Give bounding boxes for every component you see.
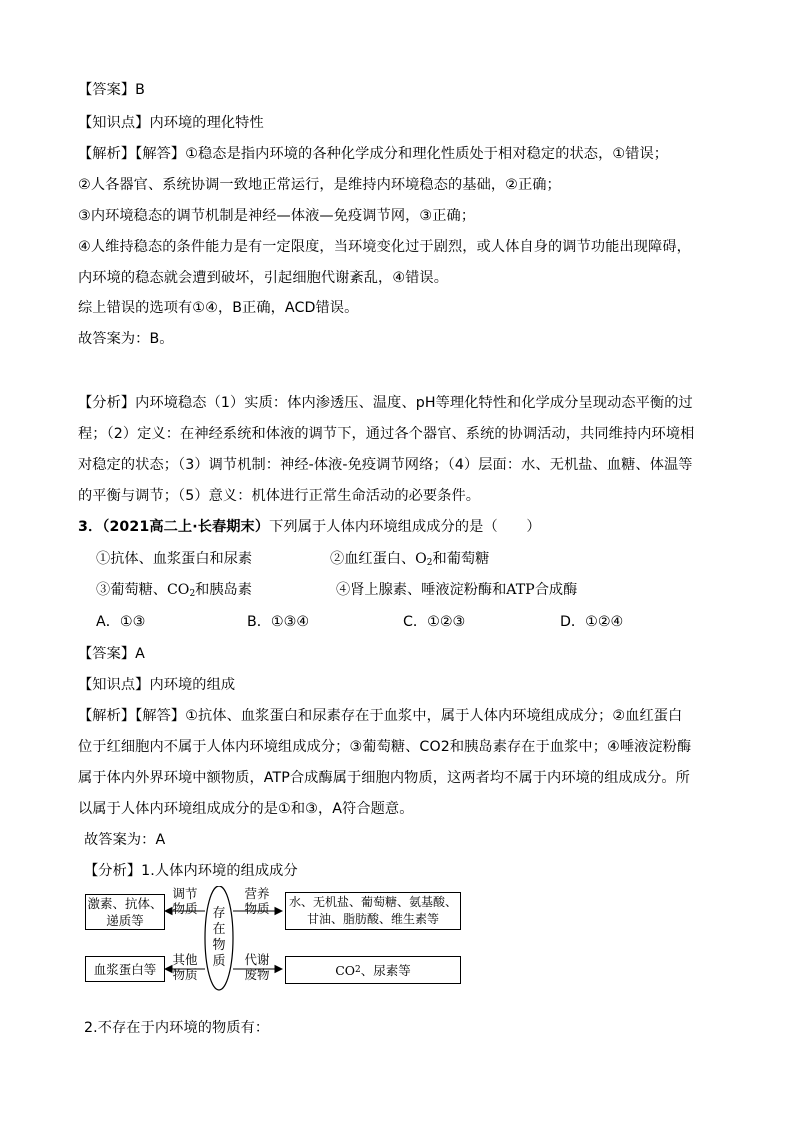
question-number: 3． [78, 519, 103, 535]
box-nutrients: 水、无机盐、葡萄糖、氨基酸、 甘油、脂肪酸、维生素等 [285, 892, 461, 930]
item-4: ④肾上腺素、唾液淀粉酶和ATP合成酶 [336, 582, 578, 598]
label-regulatory: 调节 物质 [172, 886, 198, 916]
analysis-line: 【解析】【解答】①稳态是指内环境的各种化学成分和理化性质处于相对稳定的状态，①错误； [78, 146, 669, 162]
fenxi-line: 的平衡与调节；（5）意义：机体进行正常生命活动的必要条件。 [78, 488, 481, 504]
option-a: A．①③ [96, 614, 146, 630]
option-b: B．①③④ [247, 614, 310, 630]
item-1: ①抗体、血浆蛋白和尿素 [96, 551, 253, 567]
final-answer-line: 故答案为：A [84, 832, 166, 848]
inner-environment-diagram [85, 886, 465, 996]
label-other: 其他 物质 [172, 952, 198, 982]
question-text: 下列属于人体内环境组成成分的是（ ） [269, 519, 541, 535]
option-c: C．①②③ [403, 614, 466, 630]
label-nutrients: 营养 物质 [244, 886, 270, 916]
analysis-line: 综上错误的选项有①④，B正确，ACD错误。 [78, 300, 359, 316]
analysis-line: ③内环境稳态的调节机制是神经—体液—免疫调节网，③正确； [78, 208, 476, 224]
analysis-line: 位于红细胞内不属于人体内环境组成成分；③葡萄糖、CO2和胰岛素存在于血浆中；④唾液淀粉酶 [78, 739, 692, 755]
fenxi-line: 程；（2）定义：在神经系统和体液的调节下，通过各个器官、系统的协调活动，共同维持内环境相 [78, 426, 695, 442]
answer-line: 【答案】A [78, 646, 145, 662]
fenxi-line: 对稳定的状态；（3）调节机制：神经-体液-免疫调节网络；（4）层面：水、无机盐、血糖、体温等 [78, 457, 693, 473]
question-source: （2021高二上·长春期末） [102, 519, 270, 535]
center-char: 在 [212, 922, 226, 937]
item-3: ③葡萄糖、$CO_2$和胰岛素 [96, 582, 252, 599]
analysis-line: 以属于人体内环境组成成分的是①和③，A符合题意。 [78, 801, 414, 817]
fenxi-heading: 【分析】1.人体内环境的组成成分 [84, 863, 298, 879]
label-waste: 代谢 废物 [244, 952, 270, 982]
question-3-stem [78, 517, 541, 537]
box-plasma-protein: 血浆蛋白等 [85, 956, 165, 982]
box-waste: CO 2 、尿素等 [285, 956, 461, 984]
final-answer-line: 故答案为：B。 [78, 331, 174, 347]
center-char: 质 [212, 954, 226, 969]
analysis-line: 【解析】【解答】①抗体、血浆蛋白和尿素存在于血浆中，属于人体内环境组成成分；②血红蛋白 [78, 708, 683, 724]
analysis-line: 属于体内外界环境中额物质，ATP合成酶属于细胞内物质，这两者均不属于内环境的组成成分。所 [78, 770, 690, 786]
knowledge-point-line: 【知识点】内环境的理化特性 [78, 115, 264, 131]
item-2: ②血红蛋白、$O_2$和葡萄糖 [330, 551, 490, 568]
point-2-line: 2.不存在于内环境的物质有： [84, 1020, 270, 1036]
center-char: 存 [212, 906, 226, 921]
box-hormones: 激素、抗体、 递质等 [85, 894, 165, 930]
analysis-line: 内环境的稳态就会遭到破坏，引起细胞代谢紊乱，④错误。 [78, 270, 449, 286]
option-d: D．①②④ [560, 614, 624, 630]
center-char: 物 [212, 938, 226, 953]
analysis-line: ②人各器官、系统协调一致地正常运行，是维持内环境稳态的基础，②正确； [78, 177, 561, 193]
fenxi-line: 【分析】内环境稳态（1）实质：体内渗透压、温度、pH等理化特性和化学成分呈现动态平衡的过 [78, 395, 693, 411]
answer-line: 【答案】B [78, 82, 145, 98]
knowledge-point-line: 【知识点】内环境的组成 [78, 677, 236, 693]
analysis-line: ④人维持稳态的条件能力是有一定限度，当环境变化过于剧烈，或人体自身的调节功能出现障碍， [78, 239, 691, 255]
